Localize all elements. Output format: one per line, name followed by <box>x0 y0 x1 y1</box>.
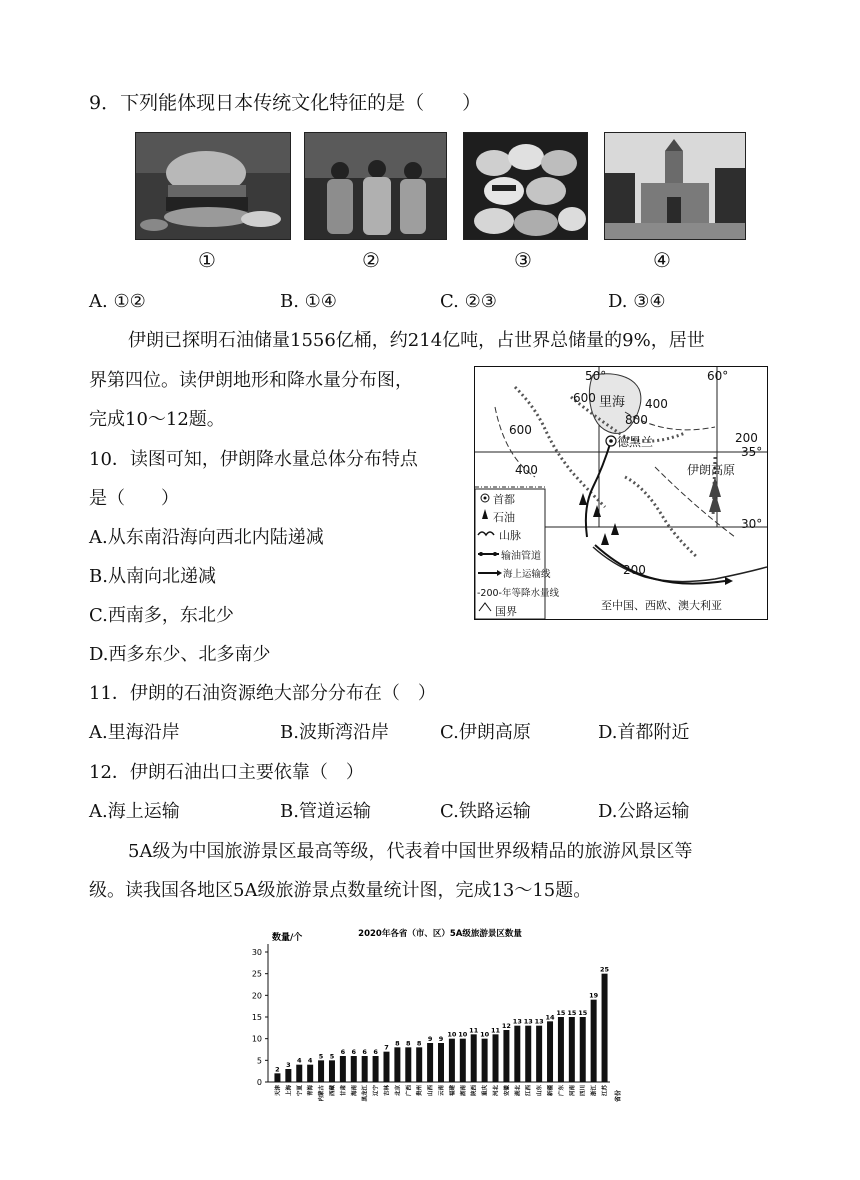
chart-bar-value: 6 <box>362 1048 367 1056</box>
chart-bar-value: 10 <box>447 1030 457 1039</box>
chart-bar <box>580 1017 586 1082</box>
chart-bar-value: 9 <box>427 1035 433 1043</box>
q12-option-c[interactable]: C.铁路运输 <box>440 801 531 822</box>
iran-intro-line3: 完成10～12题。 <box>89 409 225 430</box>
chart-bar-value: 15 <box>556 1009 566 1017</box>
legend-mountain: 山脉 <box>499 529 521 542</box>
chart-category-label: 甘肃 <box>340 1085 347 1097</box>
chart-category-label: 陕西 <box>471 1085 478 1097</box>
5a-intro-line2: 级。读我国各地区5A级旅游景点数量统计图，完成13～15题。 <box>89 880 592 901</box>
chart-bar-value: 11 <box>490 1026 501 1035</box>
q9-option-c[interactable]: C. ②③ <box>440 291 497 312</box>
chart-bar <box>591 1000 597 1082</box>
chart-category-label: 重庆 <box>482 1085 489 1097</box>
chart-category-label: 河北 <box>493 1085 500 1097</box>
chart-bar-value: 10 <box>458 1030 468 1039</box>
map-plateau-label: 伊朗高原 <box>687 463 736 477</box>
5a-scenic-chart <box>240 926 640 1104</box>
chart-bar <box>460 1039 466 1082</box>
chart-bar <box>329 1060 335 1082</box>
q10-option-d[interactable]: D.西多东少、北多南少 <box>89 644 271 665</box>
chart-category-label: 安徽 <box>504 1085 511 1097</box>
chart-category-label: 新疆 <box>548 1085 555 1097</box>
chart-bar <box>383 1052 389 1082</box>
map-lat35-label: 35° <box>741 445 763 459</box>
chart-bar <box>438 1043 444 1082</box>
chart-category-label: 西藏 <box>329 1085 336 1097</box>
chart-category-label: 福建 <box>449 1085 456 1097</box>
chart-category-label: 上海 <box>286 1085 293 1097</box>
chart-category-label: 河南 <box>569 1085 576 1097</box>
chart-bar <box>340 1056 346 1082</box>
chart-bar <box>569 1017 575 1082</box>
chart-xlabel: 省份 <box>615 1090 622 1103</box>
chart-category-label: 湖南 <box>460 1085 467 1097</box>
chart-bar-value: 15 <box>567 1009 577 1017</box>
chart-title: 2020年各省（市、区）5A级旅游景区数量 <box>358 929 522 939</box>
q9-option-b[interactable]: B. ①④ <box>280 291 337 312</box>
photo-church <box>604 132 746 240</box>
q10-option-a[interactable]: A.从东南沿海向西北内陆递减 <box>89 527 324 548</box>
image-label-3: ③ <box>514 248 532 272</box>
q10-option-c[interactable]: C.西南多，东北少 <box>89 605 234 626</box>
legend-shipping: 海上运输线 <box>503 569 551 580</box>
chart-bar-value: 13 <box>512 1017 522 1026</box>
chart-category-label: 天津 <box>275 1085 282 1097</box>
q12-option-b[interactable]: B.管道运输 <box>280 801 371 822</box>
chart-bar-value: 15 <box>578 1009 588 1017</box>
q12-option-a[interactable]: A.海上运输 <box>89 801 180 822</box>
chart-bar <box>285 1069 291 1082</box>
image-label-2: ② <box>362 248 380 272</box>
chart-bar <box>394 1047 400 1082</box>
chart-category-label: 江苏 <box>602 1085 609 1097</box>
map-isohyet-400b: 400 <box>515 463 538 477</box>
legend-capital: 首都 <box>493 493 515 506</box>
iran-intro-line2: 界第四位。读伊朗地形和降水量分布图， <box>89 370 413 391</box>
chart-bar-value: 3 <box>286 1061 291 1069</box>
image-label-4: ④ <box>653 248 671 272</box>
chart-bar <box>427 1043 433 1082</box>
chart-bar <box>307 1065 313 1082</box>
photo-kimono <box>304 132 447 240</box>
map-lon60-label: 60° <box>707 369 729 383</box>
chart-bar <box>362 1056 368 1082</box>
chart-y-tick-label: 15 <box>251 1013 262 1022</box>
chart-category-label: 江西 <box>526 1085 533 1097</box>
5a-intro-line1: 5A级为中国旅游景区最高等级，代表着中国世界级精品的旅游风景区等 <box>128 841 693 862</box>
q9-option-a[interactable]: A. ①② <box>89 291 146 312</box>
chart-category-label: 广东 <box>558 1085 565 1097</box>
map-isohyet-800: 800 <box>625 413 648 427</box>
q10-option-b[interactable]: B.从南向北递减 <box>89 566 216 587</box>
chart-category-label: 贵州 <box>417 1085 424 1097</box>
chart-bar <box>536 1026 542 1082</box>
chart-bar <box>493 1034 499 1082</box>
chart-bar-value: 25 <box>600 965 610 974</box>
iran-intro-line1: 伊朗已探明石油储量1556亿桶，约214亿吨，占世界总储量的9%，居世 <box>128 330 705 351</box>
q11-option-a[interactable]: A.里海沿岸 <box>89 722 180 743</box>
legend-oil: 石油 <box>493 511 515 524</box>
chart-bar-value: 10 <box>480 1030 490 1039</box>
legend-border: 国界 <box>495 605 517 618</box>
image-label-1: ① <box>198 248 216 272</box>
chart-bar-value: 13 <box>534 1017 544 1026</box>
chart-category-label: 浙江 <box>591 1085 598 1097</box>
chart-bar-value: 9 <box>438 1035 444 1043</box>
q11-stem: 11．伊朗的石油资源绝大部分分布在（ ） <box>89 683 436 704</box>
chart-bar <box>482 1039 488 1082</box>
chart-bar-value: 8 <box>395 1039 400 1048</box>
map-isohyet-600b: 600 <box>509 423 532 437</box>
q10-stem-line1: 10．读图可知，伊朗降水量总体分布特点 <box>89 449 418 470</box>
legend-pipeline: 输油管道 <box>501 551 541 562</box>
chart-bar-value: 8 <box>416 1039 422 1048</box>
chart-y-tick-label: 20 <box>251 991 262 1001</box>
chart-bar-value: 13 <box>523 1017 533 1026</box>
chart-bar-value: 4 <box>307 1056 313 1065</box>
map-destination-label: 至中国、西欧、澳大利亚 <box>601 599 722 612</box>
chart-y-tick-label: 25 <box>251 969 262 979</box>
chart-bar <box>373 1056 379 1082</box>
chart-bar <box>405 1047 411 1082</box>
chart-bar <box>416 1047 422 1082</box>
chart-bar-value: 19 <box>589 991 599 1000</box>
chart-y-tick-label: 30 <box>251 948 262 957</box>
chart-y-tick-label: 0 <box>256 1078 262 1087</box>
chart-bar-value: 11 <box>469 1026 479 1035</box>
q11-option-c[interactable]: C.伊朗高原 <box>440 722 531 743</box>
chart-bar-value: 14 <box>545 1013 555 1022</box>
chart-bar <box>296 1065 302 1082</box>
q10-stem-line2: 是（ ） <box>89 488 179 509</box>
chart-bar-value: 2 <box>275 1065 280 1074</box>
chart-category-label: 宁夏 <box>297 1085 304 1097</box>
chart-bar <box>318 1060 324 1082</box>
chart-category-label: 云南 <box>439 1085 445 1097</box>
chart-bar-value: 4 <box>296 1056 302 1065</box>
photo-sushi <box>463 132 588 240</box>
photo-burger <box>135 132 291 240</box>
chart-bar <box>558 1017 564 1082</box>
map-lon50-label: 50° <box>585 369 607 383</box>
q11-option-d[interactable]: D.首都附近 <box>598 722 690 743</box>
chart-y-tick-label: 10 <box>251 1034 262 1044</box>
q12-option-d[interactable]: D.公路运输 <box>598 801 690 822</box>
chart-bar <box>525 1026 531 1082</box>
chart-category-label: 四川 <box>580 1085 587 1097</box>
chart-category-label: 山东 <box>537 1085 544 1097</box>
chart-ylabel: 数量/个 <box>272 933 303 943</box>
q11-option-b[interactable]: B.波斯湾沿岸 <box>280 722 389 743</box>
chart-bar <box>471 1034 477 1082</box>
map-tehran-label: 德黑兰 <box>617 435 654 449</box>
chart-category-label: 山西 <box>428 1085 435 1097</box>
chart-bar-value: 6 <box>340 1048 346 1056</box>
chart-bar <box>514 1026 520 1082</box>
chart-bar-value: 6 <box>373 1048 378 1056</box>
map-isohyet-200b: 200 <box>623 563 646 577</box>
map-isohyet-600a: 600 <box>573 391 596 405</box>
chart-category-label: 湖北 <box>515 1085 522 1097</box>
map-isohyet-200a: 200 <box>735 431 758 445</box>
map-caspian-label: 里海 <box>599 395 626 410</box>
chart-category-label: 内蒙古 <box>319 1085 326 1102</box>
iran-map <box>474 366 768 620</box>
chart-bar <box>547 1021 553 1082</box>
q9-option-d[interactable]: D. ③④ <box>608 291 666 312</box>
chart-category-label: 广西 <box>406 1085 413 1097</box>
chart-bar <box>503 1030 509 1082</box>
chart-bar-value: 7 <box>384 1043 389 1052</box>
chart-bar <box>602 974 608 1082</box>
q9-stem: 9．下列能体现日本传统文化特征的是（ ） <box>89 92 482 114</box>
q12-stem: 12．伊朗石油出口主要依靠（ ） <box>89 762 364 783</box>
legend-isohyet: -200-年等降水量线 <box>477 588 559 599</box>
chart-bar <box>274 1073 280 1082</box>
chart-category-label: 黑龙江 <box>362 1085 369 1102</box>
chart-bar-value: 5 <box>318 1052 324 1061</box>
chart-bar-value: 8 <box>406 1039 411 1048</box>
chart-bar <box>449 1039 455 1082</box>
chart-category-label: 青海 <box>308 1085 315 1097</box>
chart-category-label: 辽宁 <box>373 1085 380 1097</box>
chart-category-label: 吉林 <box>384 1085 391 1097</box>
chart-bar-value: 6 <box>351 1048 357 1056</box>
map-isohyet-400a: 400 <box>645 397 668 411</box>
chart-bar-value: 5 <box>329 1052 335 1061</box>
chart-category-label: 北京 <box>395 1085 402 1097</box>
chart-category-label: 海南 <box>351 1085 358 1097</box>
map-lat30-label: 30° <box>741 517 763 531</box>
chart-y-tick-label: 5 <box>256 1056 262 1066</box>
chart-bar <box>351 1056 357 1082</box>
chart-bar-value: 12 <box>501 1022 511 1030</box>
